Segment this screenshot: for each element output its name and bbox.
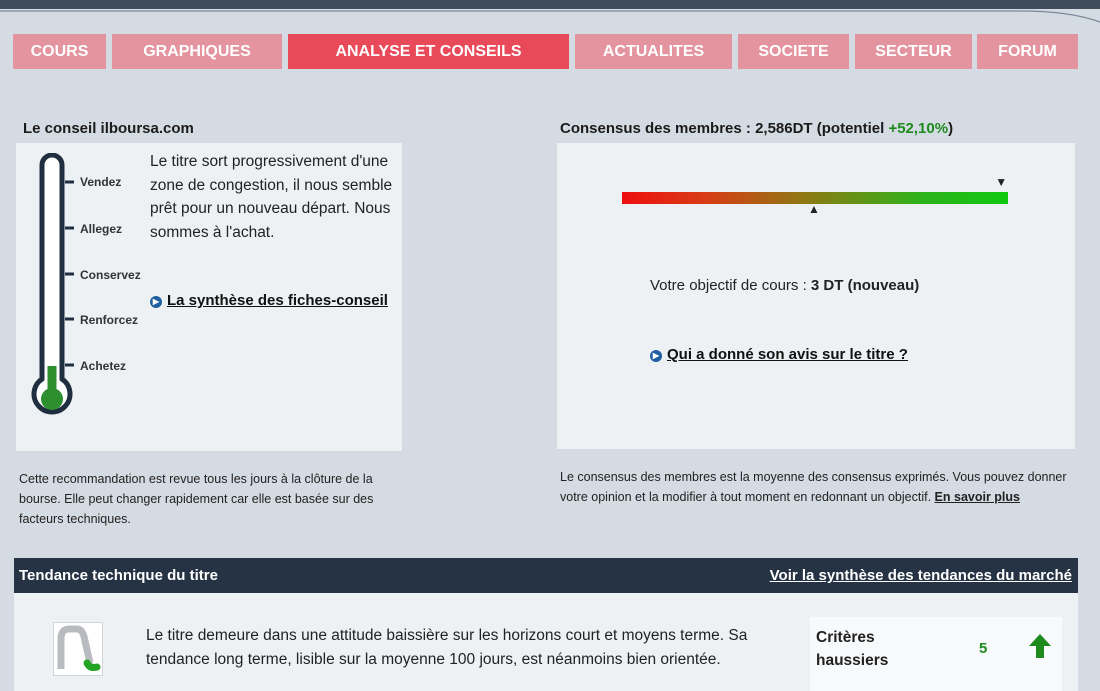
level-renforcez: Renforcez: [80, 313, 139, 327]
thermometer-icon: [28, 153, 78, 425]
tab-societe[interactable]: SOCIETE: [738, 34, 849, 69]
conseil-note: Cette recommandation est revue tous les jours à la clôture de la bourse. Elle peut changer rapidement car elle est basée sur des facteurs techniques.: [19, 472, 374, 526]
consensus-title: [560, 120, 953, 137]
objectif-row: [650, 277, 919, 294]
consensus-note: [560, 467, 1080, 507]
consensus-potentiel: +52,10%: [888, 120, 949, 137]
tab-graphiques[interactable]: GRAPHIQUES: [112, 34, 282, 69]
tab-forum[interactable]: FORUM: [977, 34, 1078, 69]
objectif-value: 3 DT (nouveau): [810, 277, 920, 294]
level-achetez: Achetez: [80, 359, 127, 373]
consensus-marker-icon: ▲: [808, 202, 820, 216]
chevron-right-icon: ▶: [650, 350, 662, 362]
conseil-title: Le conseil ilboursa.com: [23, 120, 194, 137]
tab-actualites[interactable]: ACTUALITES: [575, 34, 732, 69]
fiches-conseil-link[interactable]: [150, 292, 388, 309]
trend-chart-icon: [53, 622, 103, 676]
criteria-label: Critères haussiers: [816, 629, 889, 669]
en-savoir-plus-link[interactable]: En savoir plus: [934, 490, 1020, 504]
fiches-conseil-link-label: La synthèse des fiches-conseil: [167, 292, 388, 309]
tab-analyse-et-conseils[interactable]: ANALYSE ET CONSEILS: [288, 34, 569, 69]
consensus-title-suffix: ): [948, 120, 954, 137]
objectif-marker-icon: ▼: [995, 175, 1008, 189]
avis-link[interactable]: [650, 346, 908, 363]
objectif-label: Votre objectif de cours :: [650, 277, 811, 294]
tendance-header: [14, 558, 1078, 593]
criteria-count: 5: [979, 640, 988, 657]
tendances-marche-link[interactable]: Voir la synthèse des tendances du marché: [769, 567, 1072, 584]
level-conservez: Conservez: [80, 268, 141, 282]
chevron-right-icon: ▶: [150, 296, 162, 308]
tendance-title: Tendance technique du titre: [19, 567, 218, 584]
consensus-note-text: Le consensus des membres est la moyenne des consensus exprimés. Vous pouvez donner votre opinion et la modifier à tout moment en redonnant un objectif.: [560, 470, 1067, 504]
arrow-up-icon: [1028, 633, 1052, 659]
top-decoration: [0, 6, 1100, 26]
criteria-box: [810, 617, 1062, 691]
level-vendez: Vendez: [80, 175, 122, 189]
tendance-text: Le titre demeure dans une attitude baissière sur les horizons court et moyens terme. Sa tendance long terme, lisible sur la moyenne 100 jours, est néanmoins bien orientée.: [146, 627, 748, 668]
consensus-title-prefix: Consensus des membres : 2,586DT (potentiel: [560, 120, 889, 137]
level-allegez: Allegez: [80, 222, 123, 236]
conseil-text: Le titre sort progressivement d'une zone de congestion, il nous semble prêt pour un nouveau départ. Nous sommes à l'achat.: [150, 153, 393, 241]
avis-link-label: Qui a donné son avis sur le titre ?: [667, 346, 908, 363]
tab-secteur[interactable]: SECTEUR: [855, 34, 972, 69]
tab-cours[interactable]: COURS: [13, 34, 106, 69]
